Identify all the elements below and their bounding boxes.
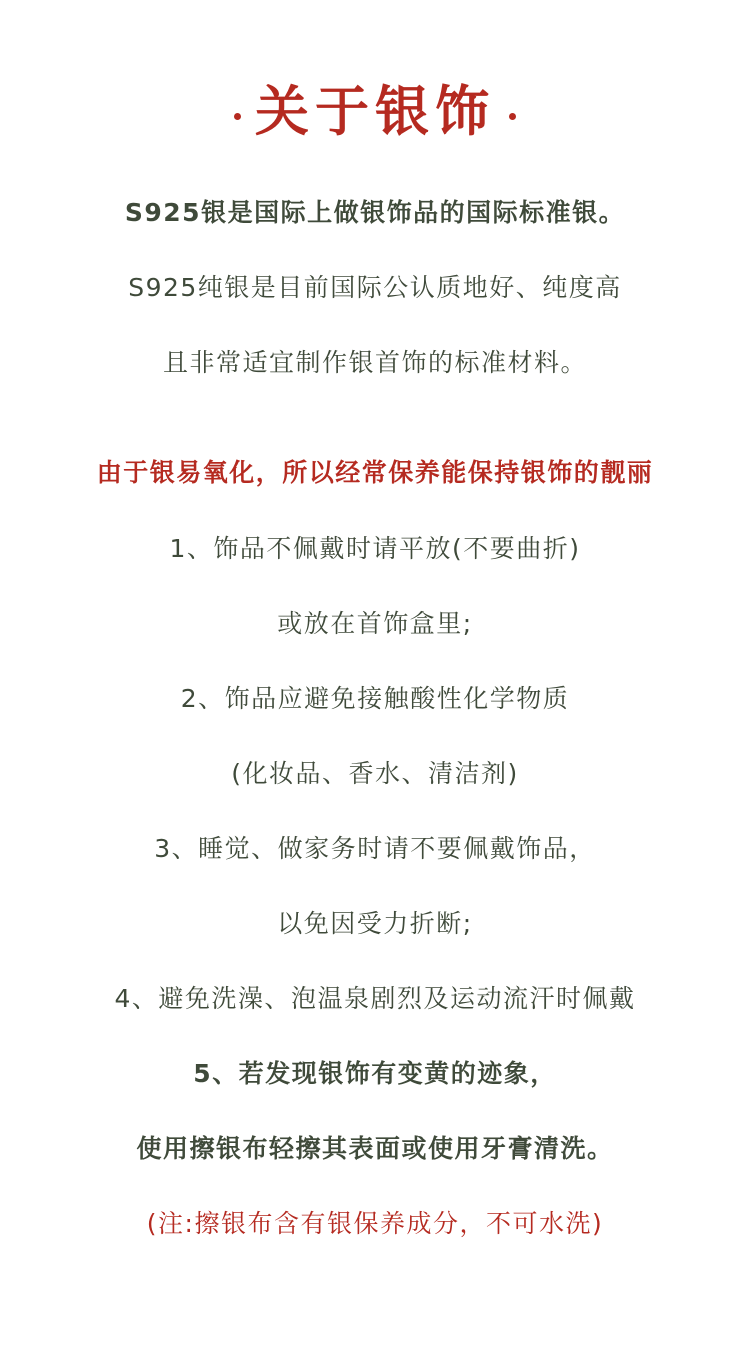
intro-line-1: S925银是国际上做银饰品的国际标准银。	[124, 198, 626, 227]
care-heading: 由于银易氧化，所以经常保养能保持银饰的靓丽	[96, 458, 654, 487]
care-note: (注:擦银布含有银保养成分，不可水洗)	[146, 1209, 604, 1238]
title-left-dot-icon	[234, 113, 241, 120]
tip-1-line-1: 1、饰品不佩戴时请平放(不要曲折)	[169, 534, 581, 563]
tip-4-line: 4、避免洗澡、泡温泉剧烈及运动流汗时佩戴	[114, 984, 636, 1013]
intro-line-2: S925纯银是目前国际公认质地好、纯度高	[128, 273, 622, 302]
intro-line-3: 且非常适宜制作银首饰的标准材料。	[162, 348, 587, 377]
page-title-text: 关于银饰	[255, 80, 495, 143]
tip-2-line-2: (化妆品、香水、清洁剂)	[231, 759, 519, 788]
tip-3-line-1: 3、睡觉、做家务时请不要佩戴饰品，	[154, 834, 596, 863]
tip-5-line-1: 5、若发现银饰有变黄的迹象，	[193, 1059, 557, 1088]
tip-1-line-2: 或放在首饰盒里;	[277, 609, 473, 638]
page-title	[0, 72, 750, 152]
tip-3-line-2: 以免因受力折断;	[277, 909, 473, 938]
tip-2-line-1: 2、饰品应避免接触酸性化学物质	[180, 684, 570, 713]
tip-5-line-2: 使用擦银布轻擦其表面或使用牙膏清洗。	[136, 1134, 614, 1163]
title-right-dot-icon	[509, 113, 516, 120]
